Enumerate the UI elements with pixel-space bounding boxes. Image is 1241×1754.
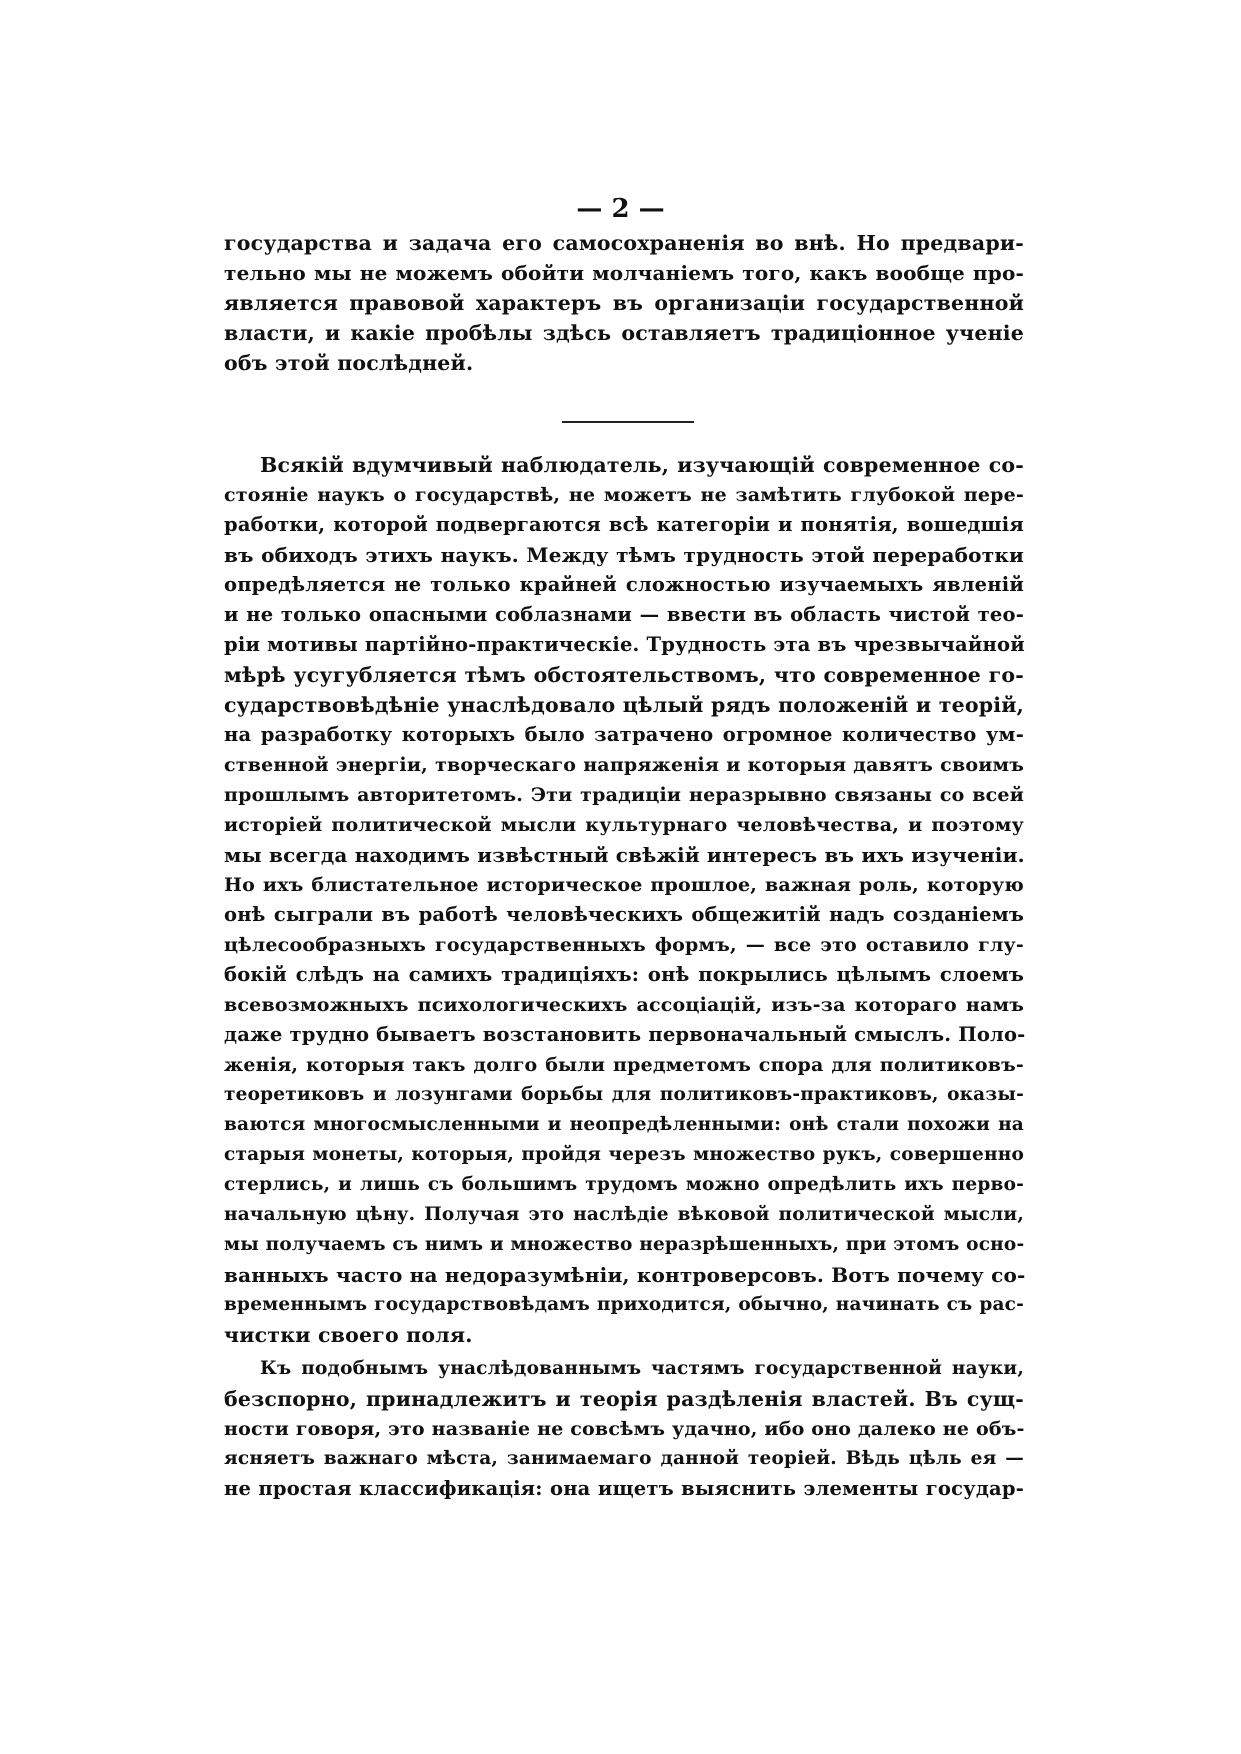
text-line: теоретиковъ и лозунгами борьбы для политиковъ-практиковъ, оказы-: [224, 1084, 1024, 1105]
text-line: даже трудно бываетъ возстановить первоначальный смыслъ. Поло-: [224, 1023, 1026, 1046]
text-line: на разработку которыхъ было затрачено огромное количество ум-: [224, 723, 1024, 746]
text-line: Всякій вдумчивый наблюдатель, изучающій современное со-: [260, 453, 1024, 477]
text-line: тельно мы не можемъ обойти молчаніемъ того, какъ вообще про-: [224, 261, 1024, 285]
page-number: — 2 —: [576, 194, 665, 224]
text-line: мѣрѣ усугубляется тѣмъ обстоятельствомъ, что современное го-: [224, 663, 1024, 687]
text-line: временнымъ государствовѣдамъ приходится, обычно, начинать съ рас-: [224, 1294, 1024, 1315]
text-line: является правовой характеръ въ организаціи государственной: [224, 291, 1024, 315]
text-line: работки, которой подвергаются всѣ категоріи и понятія, вошедшія: [224, 513, 1024, 536]
text-line: ваются многосмысленными и неопредѣленными: онѣ стали похожи на: [224, 1114, 1024, 1135]
text-line: начальную цѣну. Получая это наслѣдіе вѣковой политической мысли,: [224, 1204, 1024, 1225]
text-line: государства и задача его самосохраненія во внѣ. Но предвари-: [224, 231, 1024, 255]
text-line: власти, и какіе пробѣлы здѣсь оставляетъ традиціонное ученіе: [224, 321, 1024, 345]
text-line: старыя монеты, которыя, пройдя черезъ множество рукъ, совершенно: [224, 1144, 1024, 1165]
text-line: мы всегда находимъ извѣстный свѣжій интересъ въ ихъ изученіи.: [224, 843, 1025, 867]
text-line: Къ подобнымъ унаслѣдованнымъ частямъ государственной науки,: [260, 1358, 1024, 1379]
text-line: женія, которыя такъ долго были предметомъ спора для политиковъ-: [224, 1054, 1024, 1076]
text-line: опредѣляется не только крайней сложностью изучаемыхъ явленій: [224, 573, 1024, 596]
text-line: цѣлесообразныхъ государственныхъ формъ, — все это оставило глу-: [224, 934, 1024, 956]
text-line: ясняетъ важнаго мѣста, занимаемаго данной теоріей. Вѣдь цѣль ея —: [224, 1448, 1024, 1469]
text-line: ванныхъ часто на недоразумѣніи, контроверсовъ. Вотъ почему со-: [224, 1263, 1026, 1287]
section-divider: [562, 421, 694, 423]
text-line: стояніе наукъ о государствѣ, не можетъ не замѣтить глубокой пере-: [224, 484, 1024, 506]
text-line: исторіей политической мысли культурнаго человѣчества, и поэтому: [224, 814, 1024, 836]
text-line: и не только опасными соблазнами — ввести въ область чистой тео-: [224, 603, 1024, 626]
text-line: всевозможныхъ психологическихъ ассоціацій, изъ-за котораго намъ: [224, 994, 1024, 1016]
text-line: бокій слѣдъ на самихъ традиціяхъ: онѣ покрылись цѣлымъ слоемъ: [224, 963, 1024, 986]
text-line: ріи мотивы партійно-практическіе. Трудность эта въ чрезвычайной: [224, 633, 1025, 656]
text-line: прошлымъ авторитетомъ. Эти традиціи неразрывно связаны со всей: [224, 784, 1024, 806]
text-line: ственной энергіи, творческаго напряженія и которыя давятъ своимъ: [224, 754, 1024, 776]
text-line: Но ихъ блистательное историческое прошлое, важная роль, которую: [224, 874, 1024, 896]
text-line: объ этой послѣдней.: [224, 351, 474, 375]
text-line: онѣ сыграли въ работѣ человѣческихъ общежитій надъ созданіемъ: [224, 903, 1024, 926]
text-line: мы получаемъ съ нимъ и множество неразрѣшенныхъ, при этомъ осно-: [224, 1234, 1025, 1255]
text-line: сударствовѣдѣніе унаслѣдовало цѣлый рядъ положеній и теорій,: [224, 693, 1024, 717]
text-line: чистки своего поля.: [224, 1323, 473, 1347]
text-line: безспорно, принадлежитъ и теорія раздѣленія властей. Въ сущ-: [224, 1387, 1024, 1411]
text-line: не простая классификація: она ищетъ выяснить элементы государ-: [224, 1477, 1024, 1500]
text-line: стерлись, и лишь съ большимъ трудомъ можно опредѣлить ихъ перво-: [224, 1174, 1024, 1195]
text-line: ности говоря, это названіе не совсѣмъ удачно, ибо оно далеко не объ-: [224, 1418, 1025, 1440]
text-line: въ обиходъ этихъ наукъ. Между тѣмъ трудность этой переработки: [224, 543, 1024, 567]
